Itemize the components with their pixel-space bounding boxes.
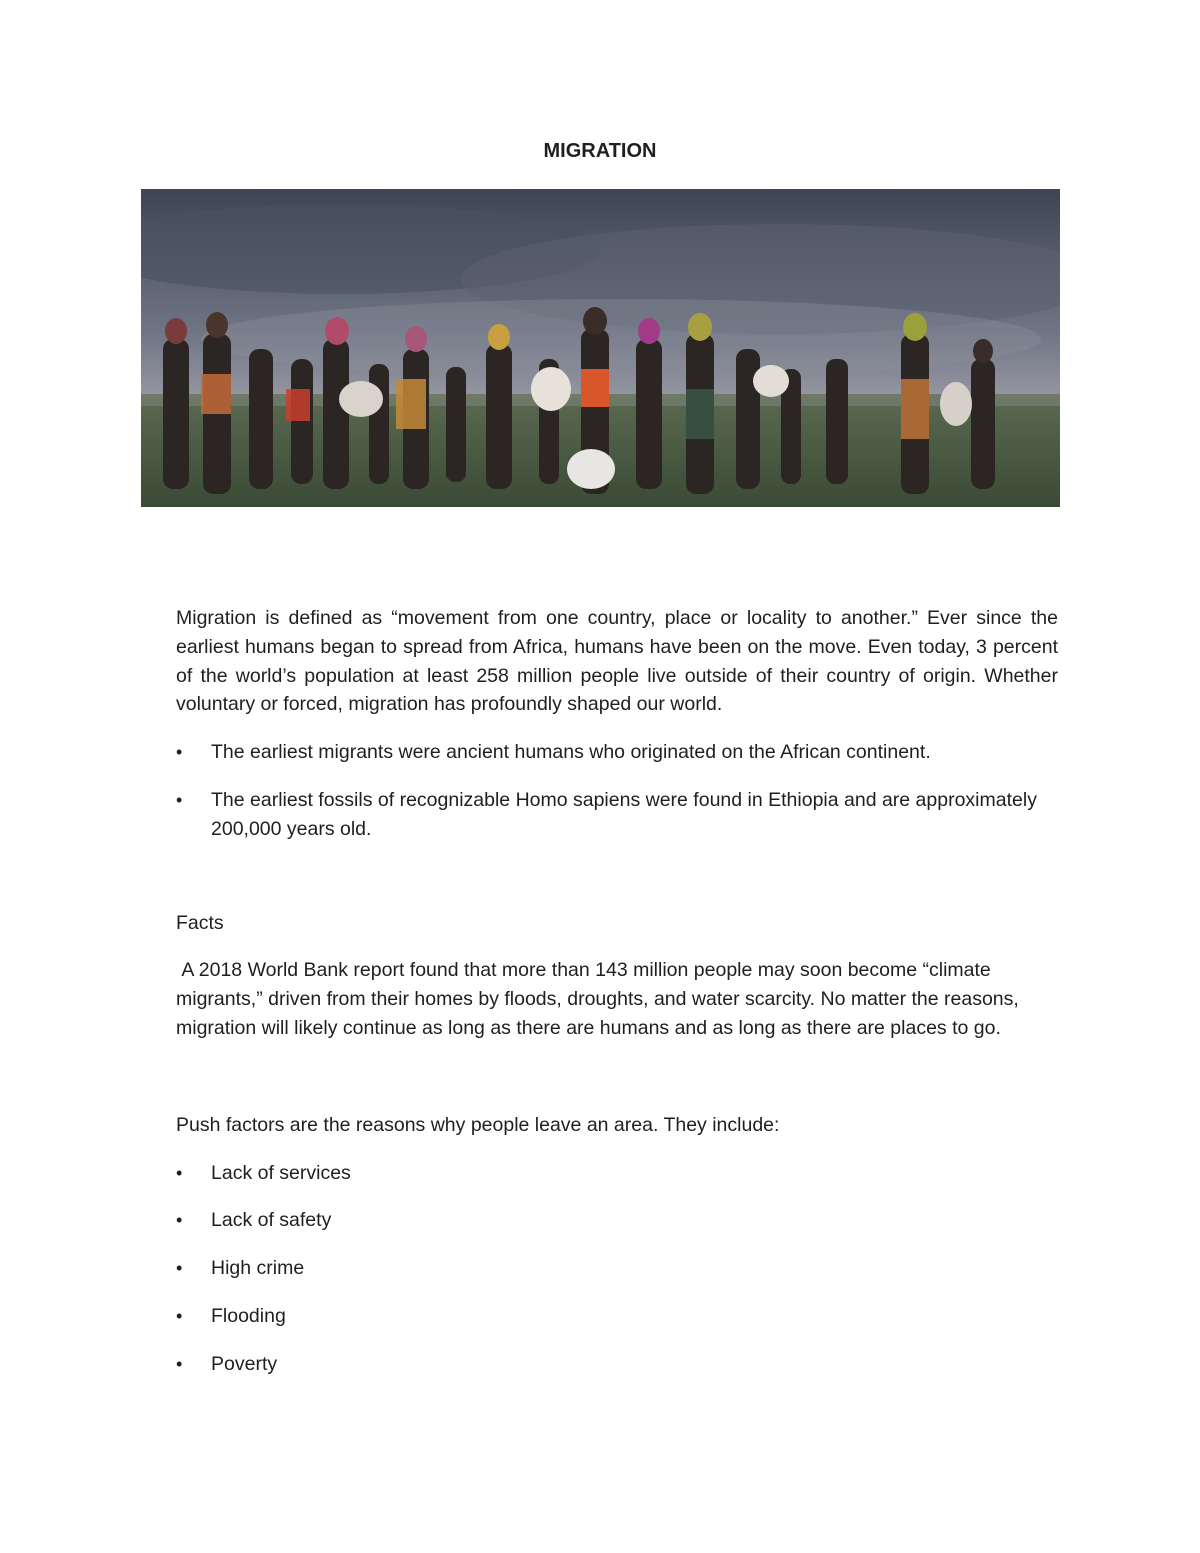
list-item: • High crime	[176, 1254, 1058, 1283]
facts-paragraph: A 2018 World Bank report found that more than 143 million people may soon become “climate migrants,” driven from their homes by floods, droughts, and water scarcity. No matter the reasons, migration will likely continue as long as there are humans and as long as there are places to go.	[176, 959, 1025, 1039]
push-factors-list	[176, 1159, 1058, 1379]
intro-paragraph: Migration is defined as “movement from one country, place or locality to another.” Ever since the earliest humans began to spread from Africa, humans have been on the move. Even today, 3 percent of the world’s population at least 258 million people live outside of their country of origin. Whether voluntary or forced, migration has profoundly shaped our world.	[176, 607, 1058, 716]
list-item: • The earliest migrants were ancient humans who originated on the African continent.	[176, 738, 1058, 767]
list-item: • The earliest fossils of recognizable Homo sapiens were found in Ethiopia and are approximately 200,000 years old.	[176, 786, 1058, 844]
push-factors-intro: Push factors are the reasons why people leave an area. They include:	[176, 1113, 780, 1136]
intro-bullet-list	[176, 738, 1058, 843]
list-item: • Lack of services	[176, 1159, 1058, 1188]
photo-of-migrants-walking	[141, 189, 1060, 507]
list-item: • Poverty	[176, 1350, 1058, 1379]
facts-heading: Facts	[176, 911, 224, 934]
list-item: • Lack of safety	[176, 1206, 1058, 1235]
document-title: MIGRATION	[543, 140, 657, 162]
list-item: • Flooding	[176, 1302, 1058, 1331]
